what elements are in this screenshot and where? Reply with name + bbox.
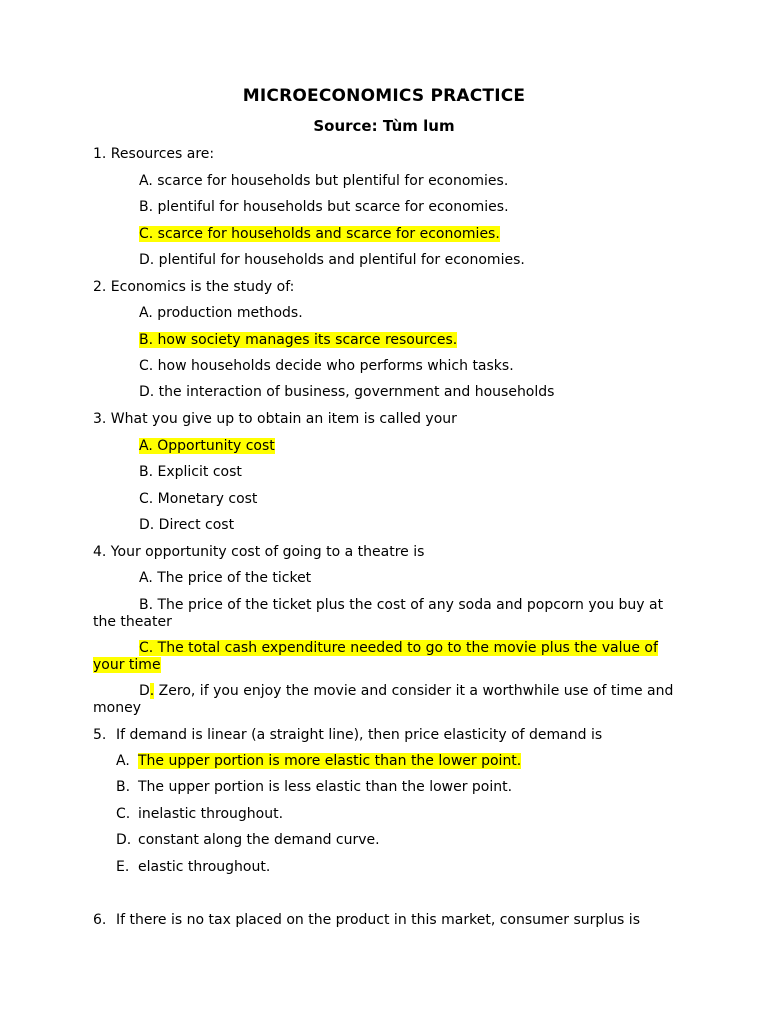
question-5-stem: If demand is linear (a straight line), then price elasticity of demand is — [116, 727, 603, 743]
question-5-option-b: The upper portion is less elastic than the lower point. — [138, 779, 513, 795]
question-1-option-d: D. plentiful for households and plentiful for economies. — [139, 252, 525, 268]
question-1-answer-highlight: C. scarce for households and scarce for economies. — [139, 226, 500, 242]
question-5-number: 5. — [93, 727, 107, 743]
document-title: MICROECONOMICS PRACTICE — [242, 86, 526, 106]
question-2-option-a: A. production methods. — [139, 305, 303, 321]
question-5-option-d: constant along the demand curve. — [138, 832, 380, 848]
question-3-answer-highlight: A. Opportunity cost — [139, 438, 275, 454]
question-2-stem: 2. Economics is the study of: — [93, 279, 295, 295]
question-2-option-d: D. the interaction of business, government and households — [139, 384, 555, 400]
question-1-option-a: A. scarce for households but plentiful for economies. — [139, 173, 509, 189]
question-2-answer-highlight: B. how society manages its scarce resources. — [139, 332, 458, 348]
question-4-option-d-dot-highlight: . — [149, 683, 155, 699]
question-3-option-a — [139, 438, 275, 455]
question-5-option-a — [138, 753, 521, 770]
question-2-option-b — [139, 332, 457, 349]
question-1-stem: 1. Resources are: — [93, 146, 215, 162]
question-5-option-e-letter: E. — [116, 859, 130, 875]
question-2-option-c: C. how households decide who performs which tasks. — [139, 358, 514, 374]
question-4-option-d-text: Zero, if you enjoy the movie and consider it a worthwhile use of time and money — [93, 683, 674, 716]
question-6-number: 6. — [93, 912, 107, 928]
question-5-option-b-letter: B. — [116, 779, 131, 795]
question-3-option-b: B. Explicit cost — [139, 464, 242, 480]
question-1-option-b: B. plentiful for households but scarce for economies. — [139, 199, 509, 215]
question-5-option-e: elastic throughout. — [138, 859, 271, 875]
question-5-answer-highlight: The upper portion is more elastic than the lower point. — [138, 753, 522, 769]
question-5-option-a-letter: A. — [116, 753, 130, 769]
question-5-option-c-letter: C. — [116, 806, 131, 822]
question-4-answer-highlight: C. The total cash expenditure needed to go to the movie plus the value of your time — [93, 640, 658, 673]
question-4-option-d-letter: D — [139, 683, 150, 699]
question-4-option-b: B. The price of the ticket plus the cost of any soda and popcorn you buy at the theater — [93, 597, 664, 630]
document-subtitle: Source: Tùm lum — [313, 117, 455, 135]
question-1-option-c — [139, 226, 500, 243]
question-5-option-c: inelastic throughout. — [138, 806, 284, 822]
question-4-option-d — [93, 683, 678, 717]
question-4-option-c — [93, 640, 678, 674]
question-5-option-d-letter: D. — [116, 832, 132, 848]
question-4-option-a: A. The price of the ticket — [139, 570, 312, 586]
question-3-option-c: C. Monetary cost — [139, 491, 258, 507]
question-4-stem: 4. Your opportunity cost of going to a theatre is — [93, 544, 425, 560]
question-3-stem: 3. What you give up to obtain an item is called your — [93, 411, 457, 427]
question-6-stem: If there is no tax placed on the product in this market, consumer surplus is — [116, 912, 640, 928]
question-3-option-d: D. Direct cost — [139, 517, 235, 533]
